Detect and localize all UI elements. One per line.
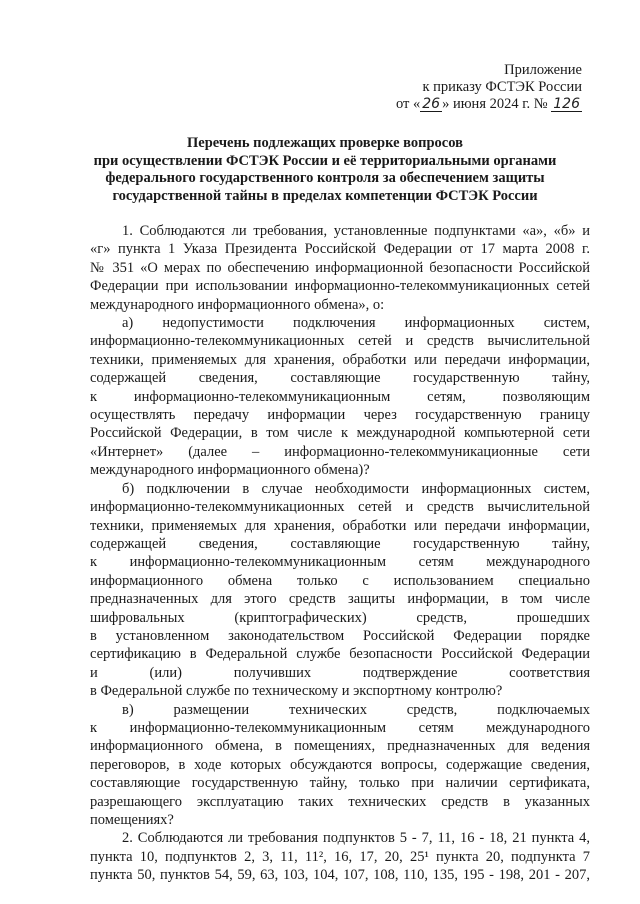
order-date-line bbox=[322, 96, 582, 113]
appendix-label: Приложение bbox=[504, 62, 582, 78]
date-middle: » июня 2024 г. № bbox=[442, 96, 548, 112]
text-line: № 351 «О мерах по обеспечению информационной безопасности Российской bbox=[90, 259, 590, 276]
title-line: государственной тайны в пределах компетенции ФСТЭК России bbox=[112, 187, 538, 204]
text-line: б) подключении в случае необходимости информационных систем, bbox=[122, 480, 590, 497]
text-line: шифровальных (криптографических) средств, прошедших bbox=[90, 609, 590, 626]
text-line: международного информационного обмена)? bbox=[90, 462, 370, 479]
appendix-header bbox=[322, 62, 582, 113]
text-line: информационно-телекоммуникационных сетей и средств вычислительной bbox=[90, 333, 590, 350]
text-line: информационного обмена, в помещениях, предназначенных для ведения bbox=[90, 738, 590, 755]
text-line: международного информационного обмена», о: bbox=[90, 296, 385, 313]
paragraph-1 bbox=[90, 222, 590, 314]
title-line: при осуществлении ФСТЭК России и её территориальными органами bbox=[93, 152, 557, 169]
title-line: федерального государственного контроля за обеспечением защиты bbox=[105, 170, 545, 186]
paragraph-2 bbox=[90, 829, 590, 884]
text-line: информационного обмена только с использованием специально bbox=[90, 572, 590, 589]
text-line: переговоров, в ходе которых обсуждаются вопросы, содержащие сведения, bbox=[90, 756, 590, 773]
text-line: к информационно-телекоммуникационным сетям, позволяющим bbox=[90, 388, 590, 405]
document-title bbox=[90, 135, 560, 205]
document-body bbox=[90, 222, 590, 885]
title-line: Перечень подлежащих проверке вопросов bbox=[187, 135, 463, 151]
text-line: техники, применяемых для хранения, обработки или передачи информации, bbox=[90, 351, 590, 368]
text-line: «Интернет» (далее – информационно-телекоммуникационные сети bbox=[90, 443, 590, 460]
text-line: составляющие государственную тайну, только при наличии сертификата, bbox=[90, 775, 590, 792]
subitem-b bbox=[90, 480, 590, 701]
text-line: помещениях? bbox=[90, 812, 174, 828]
text-line: 2. Соблюдаются ли требования подпунктов 5 - 7, 11, 16 - 18, 21 пункта 4, bbox=[122, 830, 590, 847]
text-line: Федерации при использовании информационно-телекоммуникационных сетей bbox=[90, 278, 590, 295]
text-line: и (или) получивших подтверждение соответствия bbox=[90, 664, 590, 681]
text-line: в Федеральной службе по техническому и экспортному контролю? bbox=[90, 683, 503, 700]
subitem-a bbox=[90, 314, 590, 480]
text-line: 1. Соблюдаются ли требования, установленные подпунктами «а», «б» и bbox=[122, 223, 590, 239]
text-line: содержащей сведения, составляющие государственную тайну, bbox=[90, 535, 590, 552]
text-line: осуществлять передачу информации через государственную границу bbox=[90, 407, 590, 424]
handwritten-order-number: 126 bbox=[553, 96, 580, 112]
text-line: Российской Федерации, в том числе к международной компьютерной сети bbox=[90, 425, 590, 442]
text-line: техники, применяемых для хранения, обработки или передачи информации, bbox=[90, 517, 590, 534]
text-line: в) размещении технических средств, подключаемых bbox=[122, 701, 590, 718]
text-line: сертификацию в Федеральной службе безопасности Российской Федерации bbox=[90, 646, 590, 663]
text-line: информационно-телекоммуникационных сетей и средств вычислительной bbox=[90, 499, 590, 516]
text-line: к информационно-телекоммуникационным сетям международного bbox=[90, 719, 590, 736]
text-line: к информационно-телекоммуникационным сетям международного bbox=[90, 554, 590, 571]
text-line: пункта 50, пунктов 54, 59, 63, 103, 104, 107, 108, 110, 135, 195 - 198, 201 - 207, bbox=[90, 867, 590, 884]
text-line: «г» пункта 1 Указа Президента Российской Федерации от 17 марта 2008 г. bbox=[90, 241, 590, 258]
date-prefix: от « bbox=[395, 96, 421, 112]
text-line: пункта 10, подпунктов 2, 3, 11, 11², 16, 17, 20, 25¹ пункта 20, подпункта 7 bbox=[90, 848, 590, 865]
subitem-v bbox=[90, 701, 590, 830]
text-line: содержащей сведения, составляющие государственную тайну, bbox=[90, 370, 590, 387]
text-line: предназначенных для этого средств защиты информации, в том числе bbox=[90, 591, 590, 608]
text-line: а) недопустимости подключения информационных систем, bbox=[122, 315, 590, 332]
text-line: разрешающего эксплуатацию таких технических средств в указанных bbox=[90, 793, 590, 810]
text-line: в установленном законодательством Российской Федерации порядке bbox=[90, 627, 590, 644]
order-reference: к приказу ФСТЭК России bbox=[422, 79, 582, 95]
handwritten-day: 26 bbox=[422, 96, 441, 112]
